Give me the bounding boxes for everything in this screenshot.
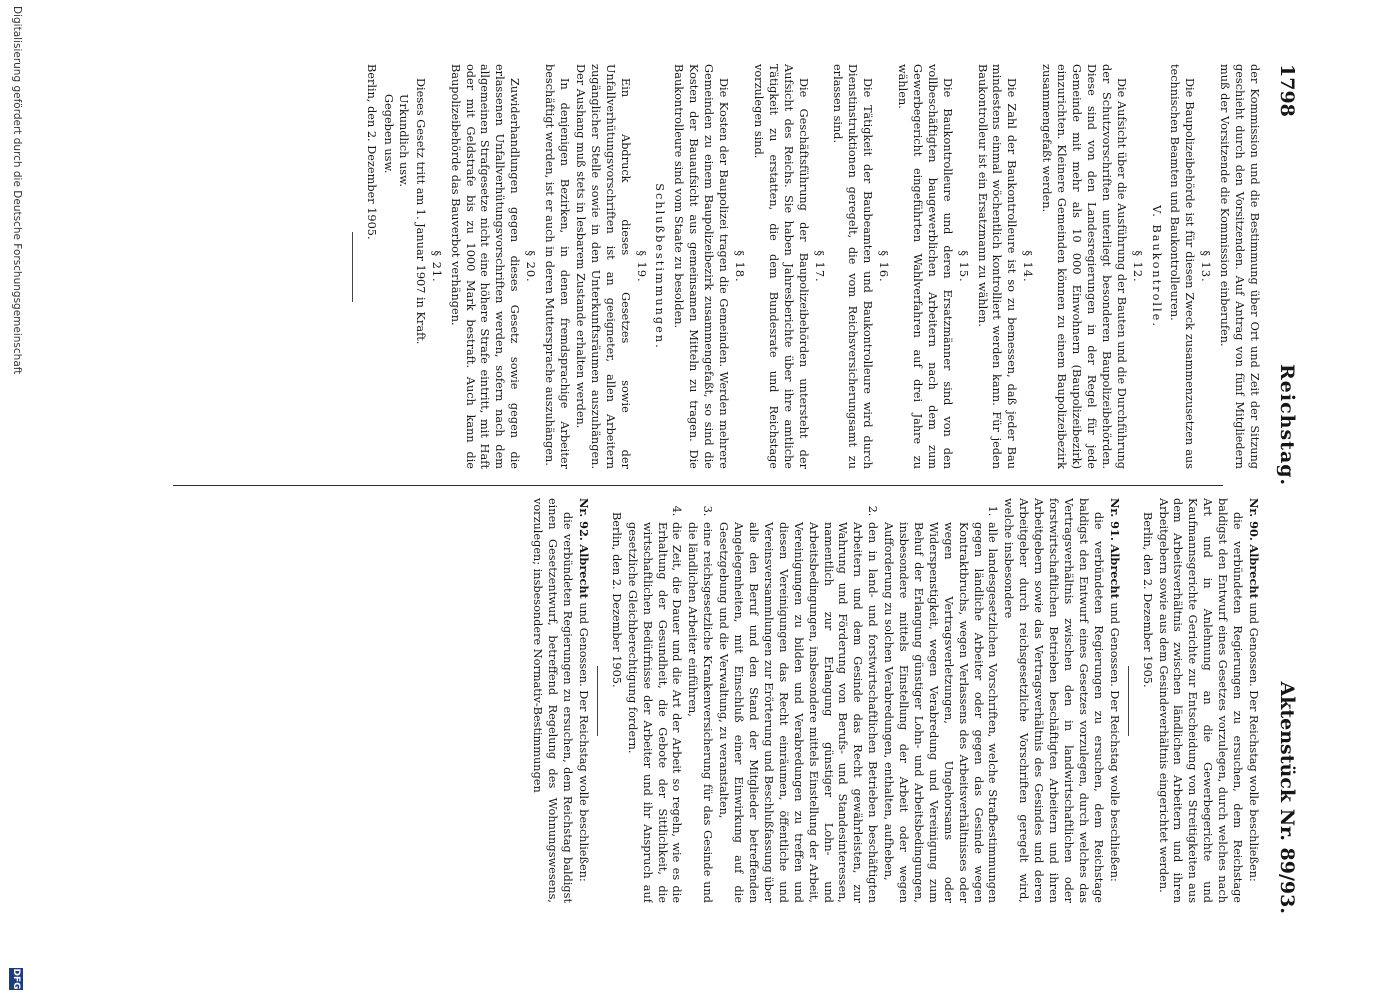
left-column <box>171 64 1261 469</box>
motion-91-lead <box>1106 498 1122 903</box>
column-divider <box>173 485 1223 486</box>
header-document-number: Aktenstück Nr. 89/93. <box>1276 681 1298 914</box>
motion-91-name: Albrecht <box>1107 544 1122 599</box>
motion-91-number: Nr. 91. <box>1107 498 1122 541</box>
section-19-heading: § 19. <box>634 250 648 283</box>
closing-line-1: Urkundlich usw. <box>396 94 410 187</box>
page-number: 1798 <box>1276 64 1298 117</box>
right-column <box>171 498 1261 903</box>
motion-91-rule <box>597 666 598 736</box>
section-18-heading: § 18. <box>733 250 746 283</box>
funding-note-text: Digitalisierung gefördert durch die Deutsche Forschungsgemeinschaft <box>11 6 23 375</box>
section-13-heading: § 13. <box>1199 250 1213 283</box>
dfg-logo: DFG <box>11 968 21 990</box>
motion-92-number: Nr. 92. <box>576 498 591 541</box>
section-15-heading: § 15. <box>956 250 970 283</box>
motion-92-lead <box>575 498 591 903</box>
section-12-heading: § 12. <box>1130 250 1144 283</box>
header-title: Reichstag. <box>1276 364 1298 487</box>
section-18-text: Die Kosten der Baupolizei tragen die Gemeinden. Werden mehrere Gemeinden zu einem Baupolizeibezirk zusammengefaßt, so sind die Kosten der Bauaufsicht aus gemeinsamen Mitteln zu tragen. Die Baukontrolleure sind vom Staate zu besolden. <box>672 64 731 469</box>
motion-91-item: 2. den in land- und forstwirtschaftlichen Betrieben beschäftigten Arbeitern und dem Gesinde das Recht gewährleisten, zur Wahrung und Förderung von Berufs- und Standesinteressen, namentlich zur Erlangung günstiger Lohn- und Arbeitsbedingungen, insbesondere mittels Einstellung der Arbeit, Vereinigungen zu bilden und Verabredungen zu treffen und diesen Vereinigungen das Recht einräumen, öffentliche und Vereinsversammlungen zur Erörterung und Beschlußfassung über alle den Beruf und den Stand der Mitglieder betreffenden Angelegenheiten, mit Einschluß einer Einwirkung auf die Gesetzgebung und die Verwaltung, zu veranstalten, <box>715 520 879 903</box>
motion-90-text: die verbündeten Regierungen zu ersuchen, dem Reichstage baldigst den Entwurf eines Gesetzes vorzulegen, durch welches nach Art und in Anlehnung an die Gewerbegerichte und Kaufmannsgerichte Gerichte zur Entscheidung von Streitigkeiten aus dem Arbeitsverhältnis zwischen ländlichen Arbeitern und ihren Arbeitgebern sowie aus dem Gesindeverhältnis eingerichtet werden. <box>1156 498 1245 903</box>
section-16-text: Die Tätigkeit der Baubeamten und Baukontrolleure wird durch Dienstinstruktionen geregelt, die vom Reichsversicherungsamt zu erlassen sind. <box>831 64 875 469</box>
motion-91-item: 4. die Zeit, die Dauer und die Art der Arbeit so regeln, wie es die Erhaltung der Gesundheit, die Gebote der Sittlichkeit, die wirtschaftlichen Bedürfnisse der Arbeiter und ihr Anspruch auf gesetzliche Gleichberechtigung fordern. <box>624 520 684 903</box>
motion-91-date: Berlin, den 2. Dezember 1905. <box>609 512 623 688</box>
motion-90-lead-text: und Genossen. Der Reichstag wolle beschließen: <box>1247 602 1260 882</box>
section-13-text: Die Baupolizeibehörde ist für diesen Zweck zusammenzusetzen aus technischen Beamten und Baukontrolleuren. <box>1168 64 1197 469</box>
motion-92-lead-text: und Genossen. Der Reichstag wolle beschließen: <box>576 602 590 882</box>
motion-92-name: Albrecht <box>576 544 591 599</box>
closing-formula <box>380 94 410 469</box>
funding-note <box>7 0 23 1000</box>
section-15-text: Die Baukontrolleure und deren Ersatzmänner sind von den vollbeschäftigten baugewerblichen Arbeitern nach dem zum Gewerbegericht eingeführten Wahlverfahren auf drei Jahre zu wählen. <box>896 64 954 469</box>
left-dateline: Berlin, den 2. Dezember 1905. <box>365 64 379 240</box>
section-20-text: Zuwiderhandlungen gegen dieses Gesetz sowie gegen die erlassenen Unfallverhütungsvorschriften werden, sofern nach dem allgemeinen Strafgesetze nicht eine höhere Strafe eintritt, mit Haft oder mit Geldstrafe bis zu 1000 Mark bestraft. Auch kann die Baupolizeibehörde das Bauverbot verhängen. <box>448 64 522 469</box>
motion-91-item: 3. eine reichsgesetzliche Krankenversicherung für das Gesinde und die ländlichen Arbeiter einführen, <box>684 520 714 903</box>
closing-line-2: Gegeben usw. <box>382 94 396 174</box>
motion-91-item: 1. alle landesgesetzlichen Vorschriften, welche Strafbestimmungen gegen ländliche Arbeiter oder gegen das Gesinde wegen Kontraktbruchs, wegen Verlassens des Arbeitsverhältnisses oder wegen Vertragsverletzungen, Ungehorsams oder Widerspenstigkeit, wegen Verabredung und Vereinigung zum Behuf der Erlangung günstiger Lohn- und Arbeitsbedingungen, insbesondere mittels Einstellung der Arbeit oder wegen Aufforderung zu solchen Verabredungen, enthalten, aufheben, <box>880 520 999 903</box>
page-header <box>1268 64 1298 914</box>
section-14-text: Die Zahl der Baukontrolleure ist so zu bemessen, daß jeder Bau mindestens einmal wöchentlich kontrolliert werden kann. Für jeden Baukontrolleur ist ein Ersatzmann zu wählen. <box>975 64 1019 469</box>
section-17-text: Die Geschäftsführung der Baupolizeibehörden untersteht der Aufsicht des Reichs. Sie haben Jahresberichte über ihre amtliche Tätigkeit zu erstatten, die dem Bundesrate und Reichstage vorzulegen sind. <box>751 64 810 469</box>
final-provisions-title: Schlußbestimmungen. <box>653 183 667 350</box>
section-21-text: Dieses Gesetz tritt am 1. Januar 1907 in Kraft. <box>413 78 427 345</box>
section-16-heading: § 16. <box>877 250 891 283</box>
section-19-text-b: In denjenigen Bezirken, in denen fremdsprachige Arbeiter beschäftigt werden, ist er auch in deren Muttersprache auszuhängen. <box>543 64 572 469</box>
motion-90-lead <box>1245 498 1261 903</box>
section-12-text: Die Aufsicht über die Ausführung der Bauten und die Durchführung der Schutzvorschriften unterliegt besonderen Baupolizeibehörden. Diese sind von den Landesregierungen in der Regel für jede Gemeinde mit mehr als 10 000 Einwohnern (Baupolizeibezirk) einzurichten. Kleinere Gemeinden können zu einem Baupolizeibezirk zusammengefaßt werden. <box>1040 64 1128 469</box>
motion-90-date: Berlin, den 2. Dezember 1905. <box>1140 512 1154 688</box>
motion-91-items <box>624 498 1000 903</box>
motion-92-text: die verbündeten Regierungen zu ersuchen, dem Reichstag baldigst einen Gesetzentwurf, betreffend Regelung des Wohnungswesens, vorzulegen; insbesondere Normativ-Bestimmungen <box>531 498 575 903</box>
motion-91-intro: die verbündeten Regierungen zu ersuchen, dem Reichstage baldigst den Entwurf eines Gesetzes vorzulegen, durch welches das Vertragsverhältnis zwischen den in landwirtschaftlichen oder forstwirtschaftlichen Betrieben beschäftigten Arbeitern und ihren Arbeitgebern sowie das Vertragsverhältnis des Gesindes und deren Arbeitgeber durch reichsgesetzliche Vorschriften geregelt wird, welche insbesondere <box>1002 498 1105 903</box>
intro-paragraph: der Kommission und die Bestimmung über Ort und Zeit der Sitzung geschieht durch den Vorsitzenden. Auf Antrag von fünf Mitgliedern muß der Vorsitzende die Kommission einberufen. <box>1218 64 1261 469</box>
motion-90-number: Nr. 90. <box>1247 498 1261 541</box>
motion-91-lead-text: und Genossen. Der Reichstag wolle beschließen: <box>1107 602 1121 882</box>
motion-90-name: Albrecht <box>1247 544 1261 599</box>
section-v-title: V. Baukontrolle. <box>1149 205 1163 328</box>
section-19-text: Ein Abdruck dieses Gesetzes sowie der Unfallverhütungsvorschriften ist an geeigneter, allen Arbeitern zugänglicher Stelle sowie in den Unterkunftsräumen auszuhängen. Der Aushang muß stets in lesbarem Zustande erhalten werden. <box>573 64 632 469</box>
section-20-heading: § 20. <box>524 250 538 283</box>
section-14-heading: § 14. <box>1021 250 1035 283</box>
motion-90-rule <box>1128 666 1129 736</box>
section-21-heading: § 21. <box>429 250 443 283</box>
end-rule <box>352 232 353 302</box>
section-17-heading: § 17. <box>812 250 826 283</box>
